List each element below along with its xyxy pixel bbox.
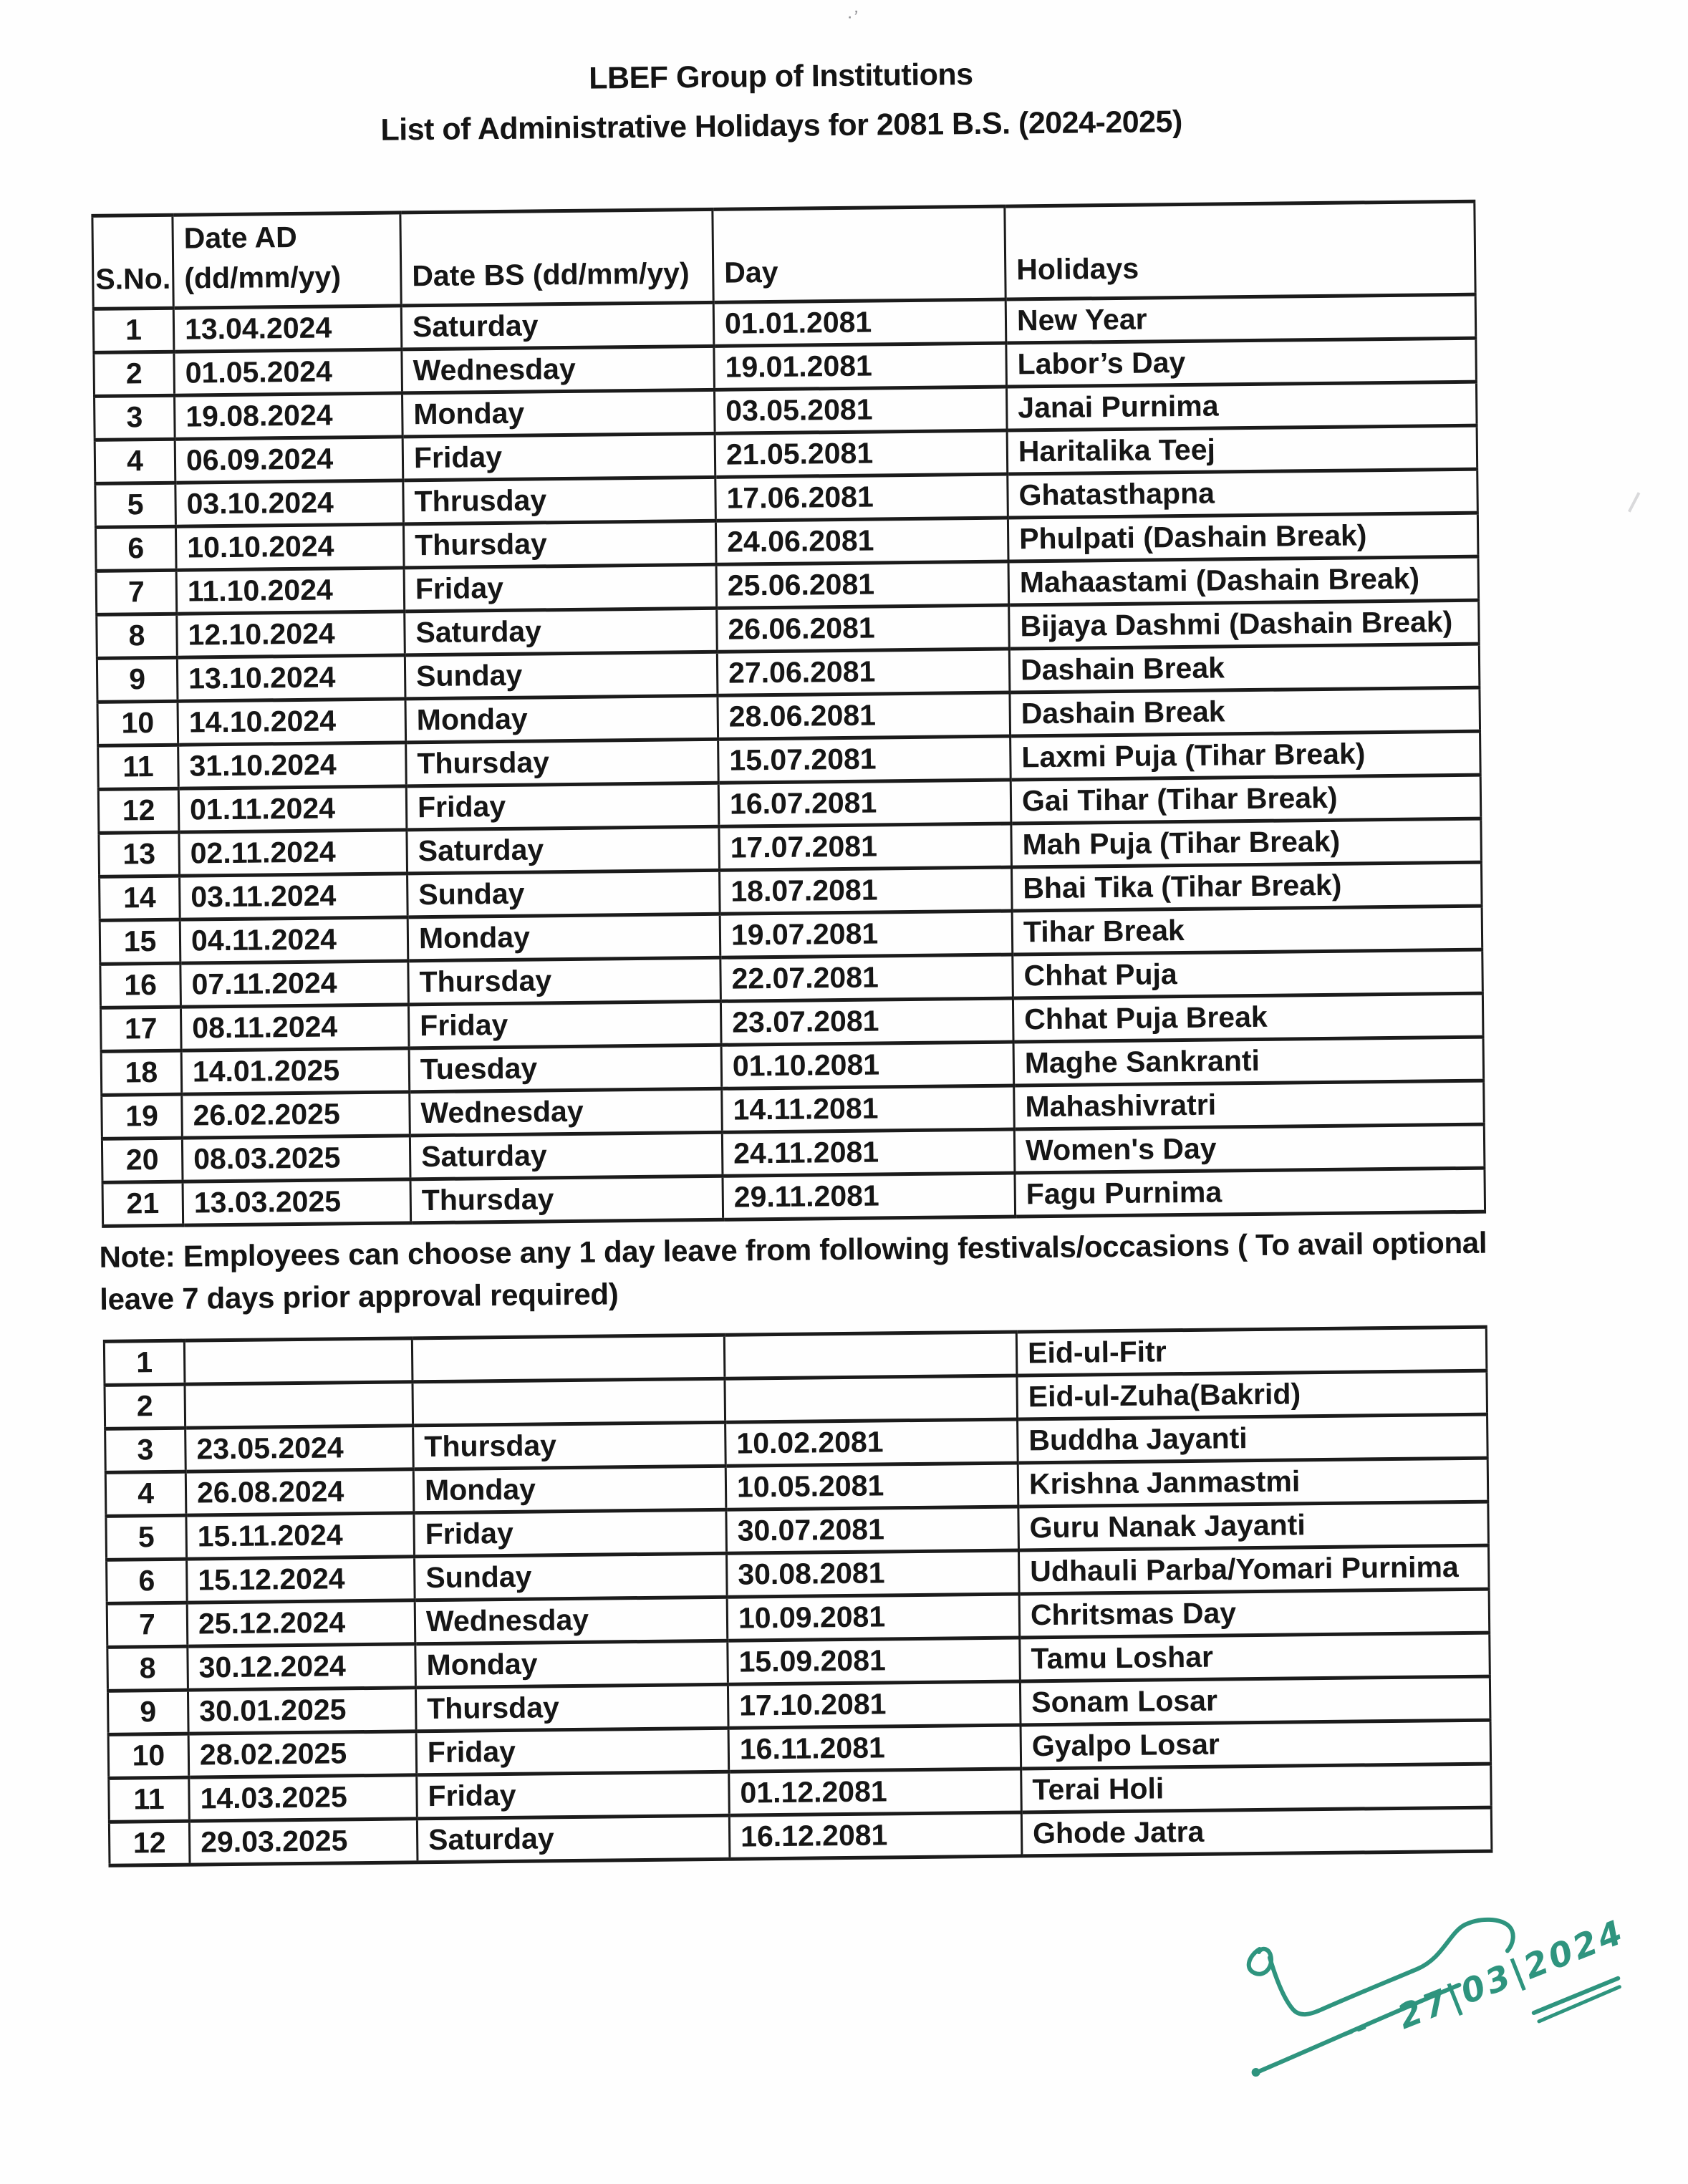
cell-day-name: Wednesday <box>415 1597 728 1644</box>
cell-holiday: Ghatasthapna <box>1008 469 1478 518</box>
cell-sno: 1 <box>104 1340 185 1385</box>
cell-day-name: Friday <box>404 564 717 612</box>
cell-date-ad: 29.03.2025 <box>189 1819 418 1865</box>
cell-date-bs: 16.12.2081 <box>729 1812 1022 1859</box>
cell-date-bs: 28.06.2081 <box>718 692 1011 739</box>
cell-date-bs <box>724 1332 1017 1378</box>
document-header <box>90 52 1472 151</box>
cell-date-ad: 30.12.2024 <box>188 1644 416 1690</box>
cell-holiday: Fagu Purnima <box>1015 1168 1485 1217</box>
cell-holiday: Buddha Jayanti <box>1018 1414 1488 1463</box>
cell-date-bs: 01.12.2081 <box>729 1769 1022 1815</box>
cell-day-name: Tuesday <box>409 1045 722 1092</box>
cell-holiday: Bijaya Dashmi (Dashain Break) <box>1009 600 1480 649</box>
cell-holiday: Haritalika Teej <box>1007 425 1477 474</box>
cell-holiday: Ghode Jatra <box>1021 1807 1492 1856</box>
cell-sno: 8 <box>97 614 178 658</box>
cell-date-ad: 13.04.2024 <box>173 306 402 352</box>
cell-sno: 12 <box>98 788 179 833</box>
cell-day-name: Thrusday <box>403 477 716 524</box>
cell-sno: 1 <box>93 308 174 352</box>
cell-holiday: Mahaastami (Dashain Break) <box>1008 556 1479 605</box>
cell-date-bs: 03.05.2081 <box>714 387 1007 433</box>
cell-date-ad: 03.10.2024 <box>175 480 404 526</box>
cell-date-bs: 19.01.2081 <box>714 343 1007 390</box>
cell-date-bs: 30.07.2081 <box>726 1507 1019 1553</box>
cell-date-ad: 25.12.2024 <box>187 1600 415 1646</box>
cell-date-ad: 14.03.2025 <box>189 1775 418 1821</box>
cell-date-bs <box>725 1376 1018 1422</box>
cell-holiday: Maghe Sankranti <box>1013 1037 1484 1086</box>
cell-day-name: Friday <box>416 1728 729 1775</box>
cell-date-bs: 15.07.2081 <box>718 736 1011 783</box>
cell-sno: 14 <box>100 876 180 920</box>
cell-holiday: Eid-ul-Fitr <box>1016 1327 1487 1376</box>
cell-sno: 10 <box>97 701 178 745</box>
signature-underline-1 <box>1533 1978 1618 2013</box>
col-header-sno: S.No. <box>92 215 173 309</box>
cell-date-ad: 07.11.2024 <box>180 961 409 1007</box>
cell-date-ad: 14.01.2025 <box>181 1048 410 1094</box>
cell-date-bs: 24.06.2081 <box>715 518 1008 564</box>
cell-sno: 10 <box>108 1734 189 1778</box>
cell-sno: 11 <box>109 1777 190 1822</box>
cell-date-bs: 10.05.2081 <box>725 1463 1018 1509</box>
cell-holiday: Sonam Losar <box>1020 1676 1490 1725</box>
cell-date-ad: 03.11.2024 <box>180 874 408 919</box>
cell-date-bs: 17.07.2081 <box>719 823 1012 870</box>
cell-sno: 16 <box>100 963 181 1008</box>
cell-sno: 4 <box>95 439 175 483</box>
cell-holiday: Dashain Break <box>1010 687 1480 736</box>
cell-sno: 6 <box>107 1559 188 1603</box>
cell-day-name <box>412 1335 725 1382</box>
col-header-date-bs: Date BS (dd/mm/yy) <box>400 209 713 306</box>
cell-date-bs: 23.07.2081 <box>720 998 1013 1045</box>
scan-smudge <box>1628 492 1640 512</box>
signature-dash-2 <box>1359 2027 1364 2029</box>
signature-date: 27|03|2024 <box>1392 1912 1631 2038</box>
cell-date-bs: 16.07.2081 <box>718 780 1011 826</box>
cell-day-name: Monday <box>415 1641 728 1688</box>
cell-day-name: Saturday <box>407 826 720 874</box>
cell-holiday: Terai Holi <box>1021 1764 1492 1812</box>
cell-date-ad: 13.03.2025 <box>183 1179 411 1225</box>
cell-date-bs: 25.06.2081 <box>716 561 1009 608</box>
cell-date-bs: 29.11.2081 <box>723 1173 1016 1219</box>
cell-holiday: Guru Nanak Jayanti <box>1018 1502 1489 1550</box>
cell-sno: 2 <box>105 1384 185 1429</box>
cell-date-bs: 15.09.2081 <box>728 1638 1021 1684</box>
cell-sno: 3 <box>105 1428 186 1472</box>
cell-sno: 4 <box>105 1472 186 1516</box>
cell-date-ad: 28.02.2025 <box>188 1731 417 1777</box>
cell-date-bs: 22.07.2081 <box>720 955 1013 1001</box>
cell-day-name: Friday <box>417 1772 730 1819</box>
optional-holidays-table <box>103 1325 1493 1867</box>
cell-date-ad: 15.12.2024 <box>187 1557 415 1603</box>
cell-holiday: Gyalpo Losar <box>1021 1720 1491 1769</box>
cell-holiday: Laxmi Puja (Tihar Break) <box>1011 731 1481 780</box>
cell-day-name: Friday <box>408 1001 721 1048</box>
scan-artifact: ·’ <box>844 4 859 28</box>
cell-date-ad: 01.05.2024 <box>174 349 402 395</box>
cell-date-ad: 30.01.2025 <box>188 1688 416 1734</box>
cell-date-ad: 13.10.2024 <box>177 655 405 701</box>
cell-day-name: Thursday <box>403 521 716 568</box>
cell-sno: 18 <box>101 1050 182 1095</box>
cell-date-bs: 16.11.2081 <box>728 1725 1021 1772</box>
cell-holiday: Labor’s Day <box>1006 338 1477 387</box>
cell-day-name: Thursday <box>408 957 721 1005</box>
cell-date-ad: 14.10.2024 <box>178 699 406 745</box>
cell-sno: 12 <box>109 1821 190 1865</box>
cell-day-name: Friday <box>402 433 715 480</box>
cell-day-name: Thursday <box>413 1422 726 1469</box>
cell-date-ad: 04.11.2024 <box>180 917 408 963</box>
cell-holiday: Gai Tihar (Tihar Break) <box>1011 775 1481 823</box>
cell-date-ad: 26.02.2025 <box>182 1092 410 1138</box>
note-text <box>99 1222 1518 1320</box>
note-line-2: leave 7 days prior approval required) <box>99 1277 619 1316</box>
cell-holiday: Dashain Break <box>1009 644 1480 692</box>
cell-holiday: New Year <box>1005 294 1476 343</box>
cell-date-ad: 19.08.2024 <box>175 393 403 439</box>
cell-date-bs: 21.05.2081 <box>715 430 1008 477</box>
cell-day-name: Saturday <box>405 608 718 655</box>
cell-sno: 17 <box>100 1007 181 1051</box>
cell-day-name: Thursday <box>410 1176 723 1223</box>
cell-date-bs: 14.11.2081 <box>722 1086 1015 1132</box>
cell-holiday: Krishna Janmastmi <box>1018 1458 1488 1507</box>
cell-sno: 15 <box>100 919 180 964</box>
col-header-date-ad: Date AD (dd/mm/yy) <box>173 213 401 308</box>
cell-day-name: Monday <box>413 1466 726 1513</box>
cell-day-name <box>413 1378 725 1426</box>
cell-day-name: Saturday <box>417 1815 730 1862</box>
cell-sno: 7 <box>96 570 177 614</box>
cell-holiday: Chhat Puja Break <box>1013 993 1483 1042</box>
cell-sno: 9 <box>107 1690 188 1734</box>
signature-scribble-curl <box>1249 1949 1272 1974</box>
cell-date-bs: 18.07.2081 <box>720 867 1013 914</box>
cell-date-ad: 06.09.2024 <box>175 437 403 483</box>
cell-date-ad: 31.10.2024 <box>178 743 407 788</box>
cell-holiday: Mah Puja (Tihar Break) <box>1011 818 1482 867</box>
col-header-holidays: Holidays <box>1005 201 1475 299</box>
cell-sno: 7 <box>107 1603 188 1647</box>
cell-holiday: Phulpati (Dashain Break) <box>1008 513 1478 561</box>
cell-date-bs: 19.07.2081 <box>720 911 1013 957</box>
cell-holiday: Eid-ul-Zuha(Bakrid) <box>1017 1371 1487 1419</box>
cell-date-bs: 01.10.2081 <box>721 1042 1014 1088</box>
cell-day-name: Monday <box>407 914 720 961</box>
cell-date-ad: 11.10.2024 <box>176 568 405 614</box>
cell-date-ad <box>185 1382 413 1428</box>
cell-sno: 2 <box>94 352 175 396</box>
cell-date-ad: 01.11.2024 <box>178 786 407 832</box>
cell-date-ad: 12.10.2024 <box>177 612 405 657</box>
cell-date-ad: 08.03.2025 <box>182 1136 410 1182</box>
cell-holiday: Bhai Tika (Tihar Break) <box>1011 862 1482 911</box>
cell-date-bs: 17.10.2081 <box>728 1681 1021 1728</box>
cell-day-name: Sunday <box>407 870 720 917</box>
cell-day-name: Thursday <box>406 739 719 786</box>
cell-day-name: Sunday <box>415 1553 728 1600</box>
cell-sno: 21 <box>102 1182 183 1226</box>
cell-sno: 13 <box>99 832 180 876</box>
handwritten-signature <box>1211 1846 1658 2094</box>
cell-holiday: Chritsmas Day <box>1019 1589 1490 1638</box>
cell-sno: 19 <box>102 1094 183 1139</box>
cell-date-bs: 27.06.2081 <box>717 649 1010 695</box>
administrative-holidays-table <box>91 200 1486 1228</box>
cell-sno: 9 <box>97 657 178 702</box>
cell-date-bs: 10.02.2081 <box>725 1419 1018 1466</box>
cell-day-name: Wednesday <box>402 346 715 393</box>
cell-date-bs: 30.08.2081 <box>726 1550 1019 1597</box>
cell-date-ad: 02.11.2024 <box>179 830 407 876</box>
table-header-row <box>92 201 1475 309</box>
cell-day-name: Sunday <box>405 652 718 699</box>
page-subtitle: List of Administrative Holidays for 2081 B.S. (2024-2025) <box>380 104 1183 148</box>
cell-sno: 11 <box>98 745 179 789</box>
cell-day-name: Monday <box>405 695 718 743</box>
cell-date-bs: 10.09.2081 <box>727 1594 1020 1641</box>
cell-date-ad: 23.05.2024 <box>185 1426 414 1472</box>
cell-sno: 5 <box>95 483 176 527</box>
cell-sno: 5 <box>106 1515 187 1560</box>
cell-sno: 3 <box>95 395 175 440</box>
cell-holiday: Women's Day <box>1014 1124 1485 1173</box>
cell-date-bs: 24.11.2081 <box>722 1129 1015 1176</box>
cell-date-ad: 15.11.2024 <box>186 1513 415 1559</box>
cell-day-name: Monday <box>402 390 715 437</box>
cell-holiday: Udhauli Parba/Yomari Purnima <box>1018 1545 1489 1594</box>
cell-date-ad: 26.08.2024 <box>185 1469 414 1515</box>
cell-date-ad: 10.10.2024 <box>175 524 404 570</box>
cell-day-name: Wednesday <box>410 1088 723 1136</box>
note-line-1: Note: Employees can choose any 1 day leave from following festivals/occasions ( To avail optional <box>99 1225 1487 1274</box>
cell-sno: 8 <box>107 1646 188 1691</box>
page-title: LBEF Group of Institutions <box>588 57 973 96</box>
cell-day-name: Thursday <box>415 1684 728 1731</box>
cell-day-name: Saturday <box>401 302 714 349</box>
cell-sno: 20 <box>102 1138 183 1182</box>
cell-day-name: Friday <box>414 1509 727 1557</box>
cell-date-bs: 26.06.2081 <box>717 605 1010 652</box>
col-header-day: Day <box>713 206 1005 302</box>
cell-holiday: Tihar Break <box>1012 906 1482 955</box>
cell-holiday: Tamu Loshar <box>1020 1633 1490 1681</box>
cell-date-ad <box>184 1338 413 1384</box>
cell-holiday: Mahashivratri <box>1014 1081 1485 1129</box>
cell-date-bs: 01.01.2081 <box>713 299 1006 346</box>
cell-day-name: Saturday <box>410 1132 723 1179</box>
cell-holiday: Chhat Puja <box>1013 950 1483 998</box>
cell-sno: 6 <box>95 526 176 571</box>
cell-day-name: Friday <box>406 783 719 830</box>
cell-date-bs: 17.06.2081 <box>715 474 1008 521</box>
cell-date-ad: 08.11.2024 <box>180 1005 409 1050</box>
signature-block <box>1211 1846 1658 2094</box>
cell-holiday: Janai Purnima <box>1006 382 1477 430</box>
